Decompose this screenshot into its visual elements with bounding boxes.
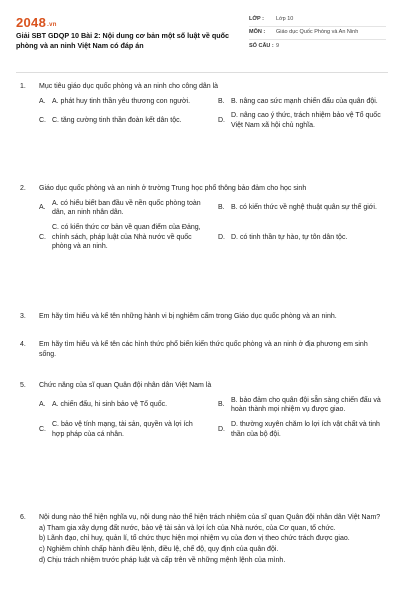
question-text: Giáo dục quốc phòng và an ninh ở trường Trung học phổ thông bảo đảm cho học sinh [39, 185, 307, 192]
option-a[interactable]: A. A. có hiểu biết ban đầu về nền quốc phòng toàn dân, an ninh nhân dân. [39, 199, 201, 217]
meta-value: Giáo dục Quốc Phòng và An Ninh [276, 29, 359, 36]
sub-item-c: c) Nghiêm chỉnh chấp hành điều lệnh, điều lệ, chế độ, quy định của quân đội. [39, 545, 279, 553]
meta-value: Lớp 10 [276, 16, 294, 23]
meta-key: SỐ CÂU : [249, 42, 274, 49]
option-d[interactable]: D. D. nâng cao ý thức, trách nhiệm bảo vệ Tổ quốc Việt Nam xã hội chủ nghĩa. [218, 112, 381, 129]
question-number: 5. [20, 382, 26, 389]
meta-key: MÔN : [249, 29, 266, 36]
option-c[interactable]: C. C. bảo vệ tính mạng, tài sản, quyền và lợi ích hợp pháp của cá nhân. [39, 420, 193, 438]
option-a[interactable]: A. A. phát huy tinh thần yêu thương con người. [39, 97, 191, 105]
meta-row-count [249, 40, 386, 53]
question-3 [20, 312, 382, 322]
option-c[interactable]: C. C. tăng cường tinh thần đoàn kết dân tộc. [39, 117, 182, 125]
question-6 [20, 513, 382, 566]
question-number: 2. [20, 185, 26, 192]
question-text: Chức năng của sĩ quan Quân đội nhân dân Việt Nam là [39, 382, 212, 389]
question-number: 6. [20, 514, 26, 521]
question-4 [20, 340, 382, 359]
page-title: Giải SBT GDQP 10 Bài 2: Nội dung cơ bản một số luật về quốc phòng và an ninh Việt Nam có đáp án [16, 31, 230, 51]
option-a[interactable]: A. A. chiến đấu, hi sinh bảo vệ Tổ quốc. [39, 401, 168, 409]
question-number: 3. [20, 313, 26, 320]
header-divider [16, 72, 388, 73]
option-d[interactable]: D. D. có tinh thần tự hào, tự tôn dân tộc. [218, 233, 348, 241]
sub-item-a: a) Tham gia xây dựng đất nước, bảo vệ tài sản và lợi ích của Nhà nước, của Cơ quan, tổ chức. [39, 524, 336, 532]
option-c[interactable]: C. C. có kiến thức cơ bản về quan điểm của Đảng, chính sách, pháp luật của Nhà nước về quốc phòng và an ninh. [39, 223, 201, 251]
options [39, 199, 382, 252]
header [16, 14, 388, 64]
meta-table [249, 14, 386, 53]
options [39, 396, 382, 440]
meta-key: LỚP : [249, 16, 264, 23]
question-number: 1. [20, 83, 26, 90]
meta-row-grade [249, 14, 386, 27]
question-5 [20, 381, 382, 444]
option-b[interactable]: B. B. bảo đảm cho quân đội sẵn sàng chiến đấu và hoàn thành mọi nhiệm vụ được giao. [218, 396, 381, 414]
question-2 [20, 184, 382, 257]
question-text: Em hãy tìm hiểu và kể tên những hành vi bị nghiêm cấm trong Giáo dục quốc phòng và an ninh. [39, 313, 337, 320]
question-1 [20, 82, 382, 136]
site-logo[interactable]: 2048.vn [16, 15, 57, 30]
meta-value: 9 [276, 42, 280, 49]
sub-item-b: b) Lãnh đạo, chỉ huy, quản lí, tổ chức thực hiện mọi nhiệm vụ của đơn vị theo chức trách được giao. [39, 535, 350, 543]
options [39, 97, 382, 131]
option-d[interactable]: D. D. thường xuyên chăm lo lợi ích vật chất và tinh thần của bộ đội. [218, 420, 380, 438]
meta-row-subject [249, 27, 386, 40]
question-text: Mục tiêu giáo dục quốc phòng và an ninh cho công dân là [39, 83, 219, 90]
option-b[interactable]: B. B. nâng cao sức mạnh chiến đấu của quân đội. [218, 97, 378, 105]
question-text: Em hãy tìm hiểu và kể tên các hình thức phổ biến kiến thức quốc phòng và an ninh ở địa phương em sinh sống. [39, 341, 368, 358]
option-b[interactable]: B. B. có kiến thức về nghệ thuật quân sự thế giới. [218, 204, 377, 212]
sub-items [39, 524, 382, 566]
sub-item-d: d) Chịu trách nhiệm trước pháp luật và cấp trên về những mệnh lệnh của mình. [39, 556, 286, 564]
question-text: Nội dung nào thể hiện nghĩa vụ, nội dung nào thể hiện trách nhiệm của sĩ quan Quân đội nhân dân Việt Nam? [39, 514, 381, 521]
question-number: 4. [20, 341, 26, 348]
